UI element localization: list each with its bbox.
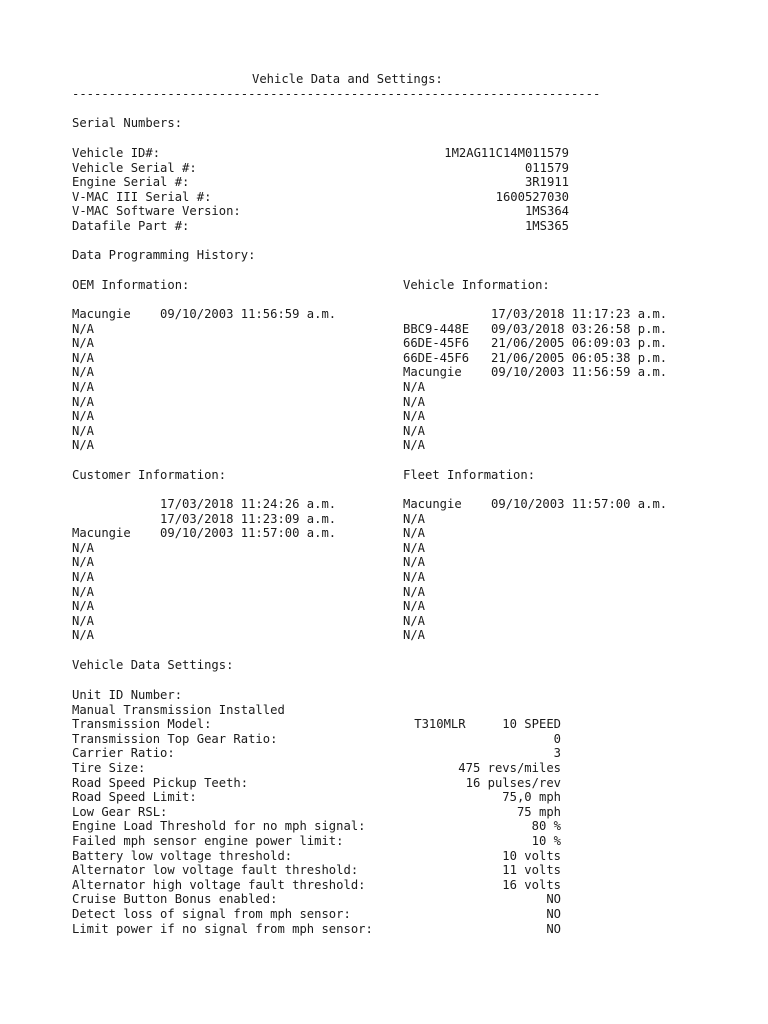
oem-row: N/A	[72, 438, 95, 453]
customer-row: N/A	[72, 540, 95, 555]
setting-value: 16 volts	[502, 877, 561, 892]
vehicle-info-row: 17/03/2018 11:17:23 a.m.	[403, 307, 668, 321]
setting-value: 10 %	[531, 834, 561, 848]
serial-label: V-MAC Software Version:	[72, 204, 241, 219]
setting-label: Low Gear RSL:	[72, 804, 168, 819]
customer-row: Macungie 09/10/2003 11:57:00 a.m.	[72, 526, 337, 541]
customer-row: N/A	[72, 584, 95, 599]
vehicle-info-row: BBC9-448E 09/03/2018 03:26:58 p.m.	[403, 321, 668, 336]
customer-row: N/A	[72, 613, 95, 628]
settings-heading: Vehicle Data Settings:	[72, 658, 234, 672]
fleet-row: N/A	[403, 555, 426, 570]
setting-label: Detect loss of signal from mph sensor:	[72, 907, 351, 921]
setting-label: Transmission Top Gear Ratio:	[72, 731, 278, 746]
fleet-row: N/A	[403, 540, 426, 555]
serial-value: 1MS364	[524, 204, 569, 219]
serial-value: 1MS365	[524, 219, 569, 233]
setting-value: 475 revs/miles	[458, 761, 561, 775]
customer-row: N/A	[72, 555, 95, 570]
oem-row: N/A	[72, 409, 95, 424]
serial-label: V-MAC III Serial #:	[72, 189, 212, 204]
setting-value: 11 volts	[502, 863, 561, 878]
fleet-row: Macungie 09/10/2003 11:57:00 a.m.	[403, 497, 668, 511]
customer-heading: Customer Information:	[72, 468, 227, 482]
oem-row: N/A	[72, 350, 95, 365]
setting-label: Carrier Ratio:	[72, 746, 175, 761]
oem-row: N/A	[72, 365, 95, 380]
setting-value: 75,0 mph	[502, 790, 561, 805]
fleet-row: N/A	[403, 511, 426, 526]
setting-value: 10 volts	[502, 848, 561, 863]
setting-value: 80 %	[531, 819, 561, 834]
setting-label: Unit ID Number:	[72, 688, 183, 702]
setting-label: Tire Size:	[72, 761, 146, 775]
oem-row: N/A	[72, 321, 95, 336]
vehicle-info-row: Macungie 09/10/2003 11:56:59 a.m.	[403, 365, 668, 380]
setting-label: Battery low voltage threshold:	[72, 848, 293, 863]
serial-value: 3R1911	[524, 175, 569, 190]
history-heading: Data Programming History:	[72, 248, 256, 262]
setting-value: 0	[553, 731, 561, 746]
oem-row: N/A	[72, 394, 95, 409]
setting-label: Limit power if no signal from mph sensor:	[72, 921, 373, 936]
setting-value: NO	[546, 892, 561, 907]
vehicle-info-row: N/A	[403, 423, 426, 438]
serial-value: 011579	[524, 160, 569, 175]
setting-value: 3	[553, 746, 561, 761]
vehicle-info-row: N/A	[403, 409, 426, 424]
setting-value: 75 mph	[516, 804, 561, 819]
vehicle-info-row: N/A	[403, 438, 426, 453]
setting-label: Road Speed Limit:	[72, 790, 197, 805]
vehicle-info-row: 66DE-45F6 21/06/2005 06:05:38 p.m.	[403, 350, 668, 365]
setting-label: Failed mph sensor engine power limit:	[72, 834, 344, 848]
oem-row: N/A	[72, 336, 95, 351]
vehicle-info-row: N/A	[403, 380, 426, 394]
serial-label: Datafile Part #:	[72, 219, 190, 233]
document-title: Vehicle Data and Settings:	[252, 72, 443, 86]
fleet-row: N/A	[403, 570, 426, 584]
customer-row: N/A	[72, 599, 95, 614]
setting-label: Engine Load Threshold for no mph signal:	[72, 819, 366, 834]
fleet-row: N/A	[403, 599, 426, 614]
setting-label: Alternator low voltage fault threshold:	[72, 863, 359, 878]
title-divider: ------------------------------------------------------------------------	[72, 87, 601, 101]
setting-value: T310MLR 10 SPEED	[414, 717, 561, 732]
serial-value: 1600527030	[495, 189, 569, 204]
setting-label: Manual Transmission Installed	[72, 702, 285, 717]
oem-row: Macungie 09/10/2003 11:56:59 a.m.	[72, 307, 337, 321]
fleet-row: N/A	[403, 628, 426, 643]
setting-label: Road Speed Pickup Teeth:	[72, 775, 249, 790]
customer-row: 17/03/2018 11:23:09 a.m.	[72, 511, 337, 526]
setting-label: Cruise Button Bonus enabled:	[72, 892, 278, 907]
serial-value: 1M2AG11C14M011579	[444, 146, 569, 160]
vehicle-info-row: 66DE-45F6 21/06/2005 06:09:03 p.m.	[403, 336, 668, 351]
setting-label: Alternator high voltage fault threshold:	[72, 877, 366, 892]
oem-row: N/A	[72, 380, 95, 394]
oem-heading: OEM Information:	[72, 278, 190, 292]
setting-label: Transmission Model:	[72, 717, 212, 732]
setting-value: NO	[546, 921, 561, 936]
fleet-row: N/A	[403, 584, 426, 599]
serial-label: Engine Serial #:	[72, 175, 190, 190]
customer-row: 17/03/2018 11:24:26 a.m.	[72, 497, 337, 511]
fleet-row: N/A	[403, 526, 426, 541]
oem-row: N/A	[72, 423, 95, 438]
vehicle-info-row: N/A	[403, 394, 426, 409]
setting-value: NO	[546, 907, 561, 921]
customer-row: N/A	[72, 628, 95, 643]
customer-row: N/A	[72, 570, 95, 584]
serial-label: Vehicle Serial #:	[72, 160, 197, 175]
vehicle-info-heading: Vehicle Information:	[403, 278, 550, 292]
serial-label: Vehicle ID#:	[72, 146, 161, 160]
serial-heading: Serial Numbers:	[72, 116, 183, 130]
fleet-heading: Fleet Information:	[403, 468, 536, 482]
fleet-row: N/A	[403, 613, 426, 628]
setting-value: 16 pulses/rev	[465, 775, 561, 790]
